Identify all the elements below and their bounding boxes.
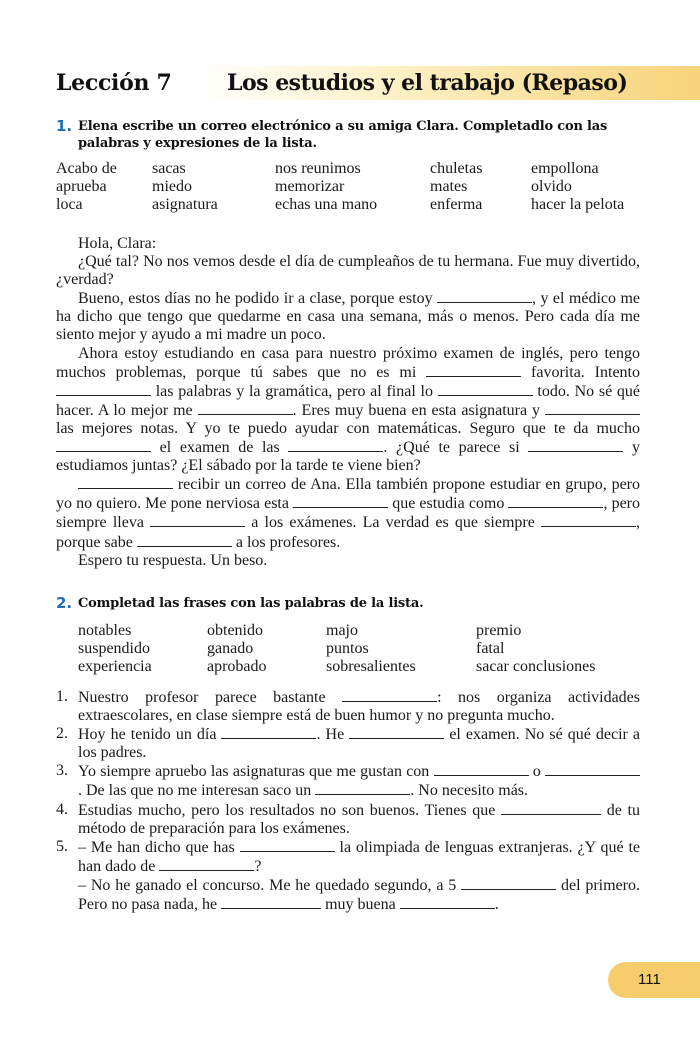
word: majo [326,622,358,639]
text: y estudiamos juntas? ¿El sábado por la tarde te viene bien? [56,439,641,475]
word: sobresalientes [326,658,416,675]
exercise-2-instruction: Completad las frases con las palabras de la lista. [78,596,424,611]
word: echas una mano [275,196,378,213]
answer-blank[interactable] [56,438,151,452]
word: loca [56,196,83,213]
text: la olimpiada de lenguas extranjeras. ¿Y qué te han dado de [78,838,641,875]
sentence-item [56,762,640,800]
text: – No he ganado el concurso. Me he quedado segundo, a 5 [78,876,462,894]
exercise-1-instruction: Elena escribe un correo electrónico a su amiga Clara. Completadlo con las palabras y expresiones de la lista. [78,119,608,151]
answer-blank[interactable] [508,494,603,508]
word: aprobado [207,658,267,675]
answer-blank[interactable] [400,895,495,909]
text: . ¿Qué te parece si [383,439,529,457]
word: notables [78,622,132,639]
word: empollona [531,160,599,177]
answer-blank[interactable] [349,725,444,739]
text: ? [254,857,262,875]
letter-greeting: Hola, Clara: [78,235,157,252]
text: . [494,896,499,914]
text: . He [316,726,350,744]
answer-blank[interactable] [315,781,410,795]
item-number: 4. [56,800,68,818]
word: mates [430,178,468,195]
word: memorizar [275,178,345,195]
text: a los exámenes. La verdad es que siempre [245,514,541,532]
answer-blank[interactable] [159,857,254,871]
word: miedo [152,178,192,195]
word: sacas [152,160,186,177]
word: enferma [430,196,483,213]
text: el examen. No sé qué decir a los padres. [78,726,641,762]
text: a los profesores. [231,533,341,551]
item-number: 1. [56,688,68,705]
text: todo. No sé qué hacer. A lo mejor me [56,382,640,419]
word: chuletas [430,160,483,177]
word: puntos [326,640,369,657]
answer-blank[interactable] [545,762,640,776]
text: que estudia como [388,495,509,513]
exercise-2-number: 2. [56,594,73,612]
text: . Eres muy buena en esta asignatura y [292,401,545,419]
word: aprueba [56,178,107,195]
text: de tu método de preparación para los exámenes. [78,801,640,837]
sentence-item [56,838,640,914]
answer-blank[interactable] [150,513,245,527]
word: hacer la pelota [531,196,625,213]
letter-paragraph-4 [56,475,640,551]
answer-blank[interactable] [437,289,532,303]
text: las mejores notas. Y yo te puedo ayudar con matemáticas. Seguro que te da mucho [56,419,640,437]
exercise-1-number: 1. [56,117,73,135]
letter-closing: Espero tu respuesta. Un beso. [78,551,268,569]
answer-blank[interactable] [221,725,316,739]
text: , porque sabe [56,514,640,551]
word: sacar conclusiones [476,658,596,675]
text: el examen de las [151,439,289,457]
answer-blank[interactable] [342,688,437,702]
word: asignatura [152,196,218,213]
text: Estudias mucho, pero los resultados no son buenos. Tienes que [78,801,502,819]
text: o [528,763,546,781]
lesson-title: Los estudios y el trabajo (Repaso) [227,70,628,96]
exercise-2-sentences [56,688,640,914]
text: , y el médico me ha dicho que tengo que quedarme en casa una semana, más o menos. Pero cada día me siento mejor y ayudo a mi madre un poco. [56,290,640,344]
word: Acabo de [56,160,117,177]
text: Bueno, estos días no he podido ir a clase, porque estoy [78,290,438,308]
word: premio [476,622,522,639]
text: . De las que no me interesan saco un [78,782,316,800]
item-number: 3. [56,762,68,780]
page-number-tab [608,962,700,998]
text: . No necesito más. [410,782,529,800]
answer-blank[interactable] [293,494,388,508]
email-letter [56,235,640,570]
answer-blank[interactable] [501,801,601,815]
word: fatal [476,640,505,657]
text: recibir un correo de Ana. Ella también propone estudiar en grupo, pero yo no quiero. Me pone nerviosa esta [56,476,640,513]
sentence-item [56,688,640,725]
word: nos reunimos [275,160,361,177]
word: suspendido [78,640,150,657]
lesson-number: Lección 7 [56,70,172,96]
item-number: 2. [56,725,68,743]
page-number: 111 [638,971,661,988]
text: , pero siempre lleva [56,495,640,532]
answer-blank[interactable] [545,401,640,415]
text: las palabras y la gramática, pero al final lo [151,382,438,400]
item-number: 5. [56,837,68,855]
answer-blank[interactable] [288,438,383,452]
answer-blank[interactable] [541,513,636,527]
letter-paragraph-3 [56,345,640,476]
answer-blank[interactable] [438,382,533,396]
text: : nos organiza actividades extraescolares, en clase siempre está de buen humor y no pregunta mucho. [78,689,640,725]
sentence-item [56,801,640,838]
letter-paragraph-2 [56,289,640,344]
text: Nuestro profesor parece bastante [78,689,343,706]
word: experiencia [78,658,152,675]
answer-blank[interactable] [528,438,623,452]
text: Yo siempre apruebo las asignaturas que me gustan con [78,763,434,781]
answer-blank[interactable] [461,876,556,890]
answer-blank[interactable] [56,382,151,396]
answer-blank[interactable] [426,363,521,377]
text: Ahora estoy estudiando en casa para nuestro próximo examen de inglés, pero tengo muchos problemas, porque tú sabes que no es mi [56,344,640,381]
text: Hoy he tenido un día [78,726,222,744]
text: – Me han dicho que has [78,838,240,856]
answer-blank[interactable] [434,762,529,776]
word: olvido [531,178,572,195]
answer-blank[interactable] [78,475,173,489]
sentence-item [56,725,640,762]
answer-blank[interactable] [240,838,335,852]
answer-blank[interactable] [221,895,321,909]
word: ganado [207,640,254,657]
answer-blank[interactable] [198,401,293,415]
text: favorita. Intento [521,363,640,381]
text: del primero. Pero no pasa nada, he [78,876,640,914]
answer-blank[interactable] [137,533,232,547]
text: muy buena [321,896,400,914]
word: obtenido [207,622,263,639]
letter-paragraph-1: ¿Qué tal? No nos vemos desde el día de cumpleaños de tu hermana. Fue muy divertido, ¿verdad? [56,253,640,289]
